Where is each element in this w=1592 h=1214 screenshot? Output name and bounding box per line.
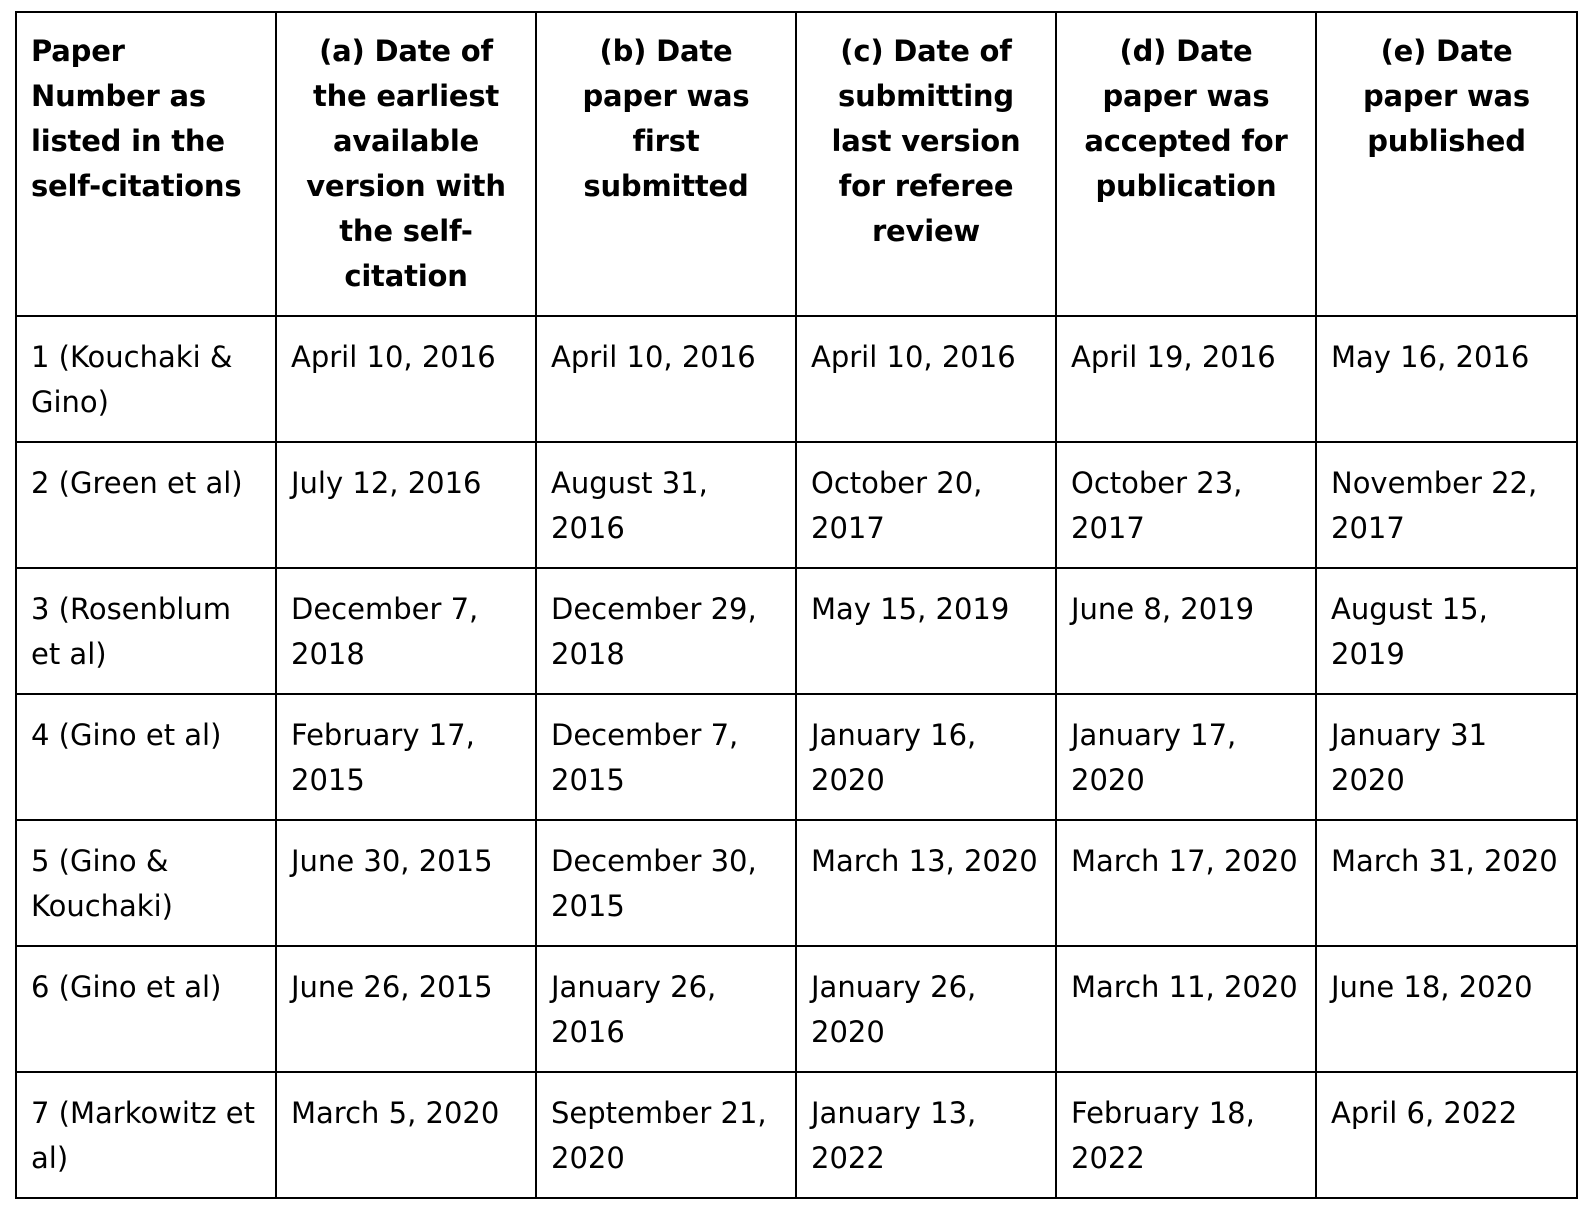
cell-published: March 31, 2020 xyxy=(1316,820,1577,946)
cell-earliest: December 7, 2018 xyxy=(276,568,536,694)
self-citation-dates-table xyxy=(15,11,1578,1199)
cell-last-version: January 16, 2020 xyxy=(796,694,1056,820)
header-first-submitted-date: (b) Date paper was first submitted xyxy=(536,12,796,316)
cell-earliest: February 17, 2015 xyxy=(276,694,536,820)
cell-last-version: October 20, 2017 xyxy=(796,442,1056,568)
cell-paper: 5 (Gino & Kouchaki) xyxy=(16,820,276,946)
cell-earliest: March 5, 2020 xyxy=(276,1072,536,1198)
cell-accepted: June 8, 2019 xyxy=(1056,568,1316,694)
cell-published: June 18, 2020 xyxy=(1316,946,1577,1072)
header-earliest-version-date: (a) Date of the earliest available version with the self-citation xyxy=(276,12,536,316)
cell-last-version: January 26, 2020 xyxy=(796,946,1056,1072)
header-last-version-date: (c) Date of submitting last version for referee review xyxy=(796,12,1056,316)
header-accepted-date: (d) Date paper was accepted for publication xyxy=(1056,12,1316,316)
cell-paper: 1 (Kouchaki & Gino) xyxy=(16,316,276,442)
cell-earliest: April 10, 2016 xyxy=(276,316,536,442)
cell-earliest: July 12, 2016 xyxy=(276,442,536,568)
cell-accepted: March 17, 2020 xyxy=(1056,820,1316,946)
cell-last-version: April 10, 2016 xyxy=(796,316,1056,442)
header-paper-number: Paper Number as listed in the self-citations xyxy=(16,12,276,316)
header-row xyxy=(16,12,1577,316)
cell-last-version: January 13, 2022 xyxy=(796,1072,1056,1198)
table-row xyxy=(16,820,1577,946)
cell-accepted: February 18, 2022 xyxy=(1056,1072,1316,1198)
table-row xyxy=(16,946,1577,1072)
cell-paper: 4 (Gino et al) xyxy=(16,694,276,820)
cell-last-version: March 13, 2020 xyxy=(796,820,1056,946)
cell-submitted: December 29, 2018 xyxy=(536,568,796,694)
cell-earliest: June 30, 2015 xyxy=(276,820,536,946)
cell-last-version: May 15, 2019 xyxy=(796,568,1056,694)
table-row xyxy=(16,442,1577,568)
table-row xyxy=(16,1072,1577,1198)
cell-published: May 16, 2016 xyxy=(1316,316,1577,442)
cell-submitted: December 7, 2015 xyxy=(536,694,796,820)
table-container xyxy=(15,11,1578,1199)
cell-submitted: April 10, 2016 xyxy=(536,316,796,442)
cell-paper: 6 (Gino et al) xyxy=(16,946,276,1072)
cell-accepted: January 17, 2020 xyxy=(1056,694,1316,820)
cell-earliest: June 26, 2015 xyxy=(276,946,536,1072)
cell-accepted: April 19, 2016 xyxy=(1056,316,1316,442)
cell-published: August 15, 2019 xyxy=(1316,568,1577,694)
cell-submitted: September 21, 2020 xyxy=(536,1072,796,1198)
cell-published: November 22, 2017 xyxy=(1316,442,1577,568)
cell-paper: 3 (Rosenblum et al) xyxy=(16,568,276,694)
cell-paper: 2 (Green et al) xyxy=(16,442,276,568)
cell-submitted: December 30, 2015 xyxy=(536,820,796,946)
table-row xyxy=(16,316,1577,442)
cell-submitted: January 26, 2016 xyxy=(536,946,796,1072)
cell-accepted: October 23, 2017 xyxy=(1056,442,1316,568)
cell-published: January 31 2020 xyxy=(1316,694,1577,820)
header-published-date: (e) Date paper was published xyxy=(1316,12,1577,316)
cell-published: April 6, 2022 xyxy=(1316,1072,1577,1198)
table-row xyxy=(16,694,1577,820)
cell-paper: 7 (Markowitz et al) xyxy=(16,1072,276,1198)
cell-submitted: August 31, 2016 xyxy=(536,442,796,568)
table-row xyxy=(16,568,1577,694)
cell-accepted: March 11, 2020 xyxy=(1056,946,1316,1072)
